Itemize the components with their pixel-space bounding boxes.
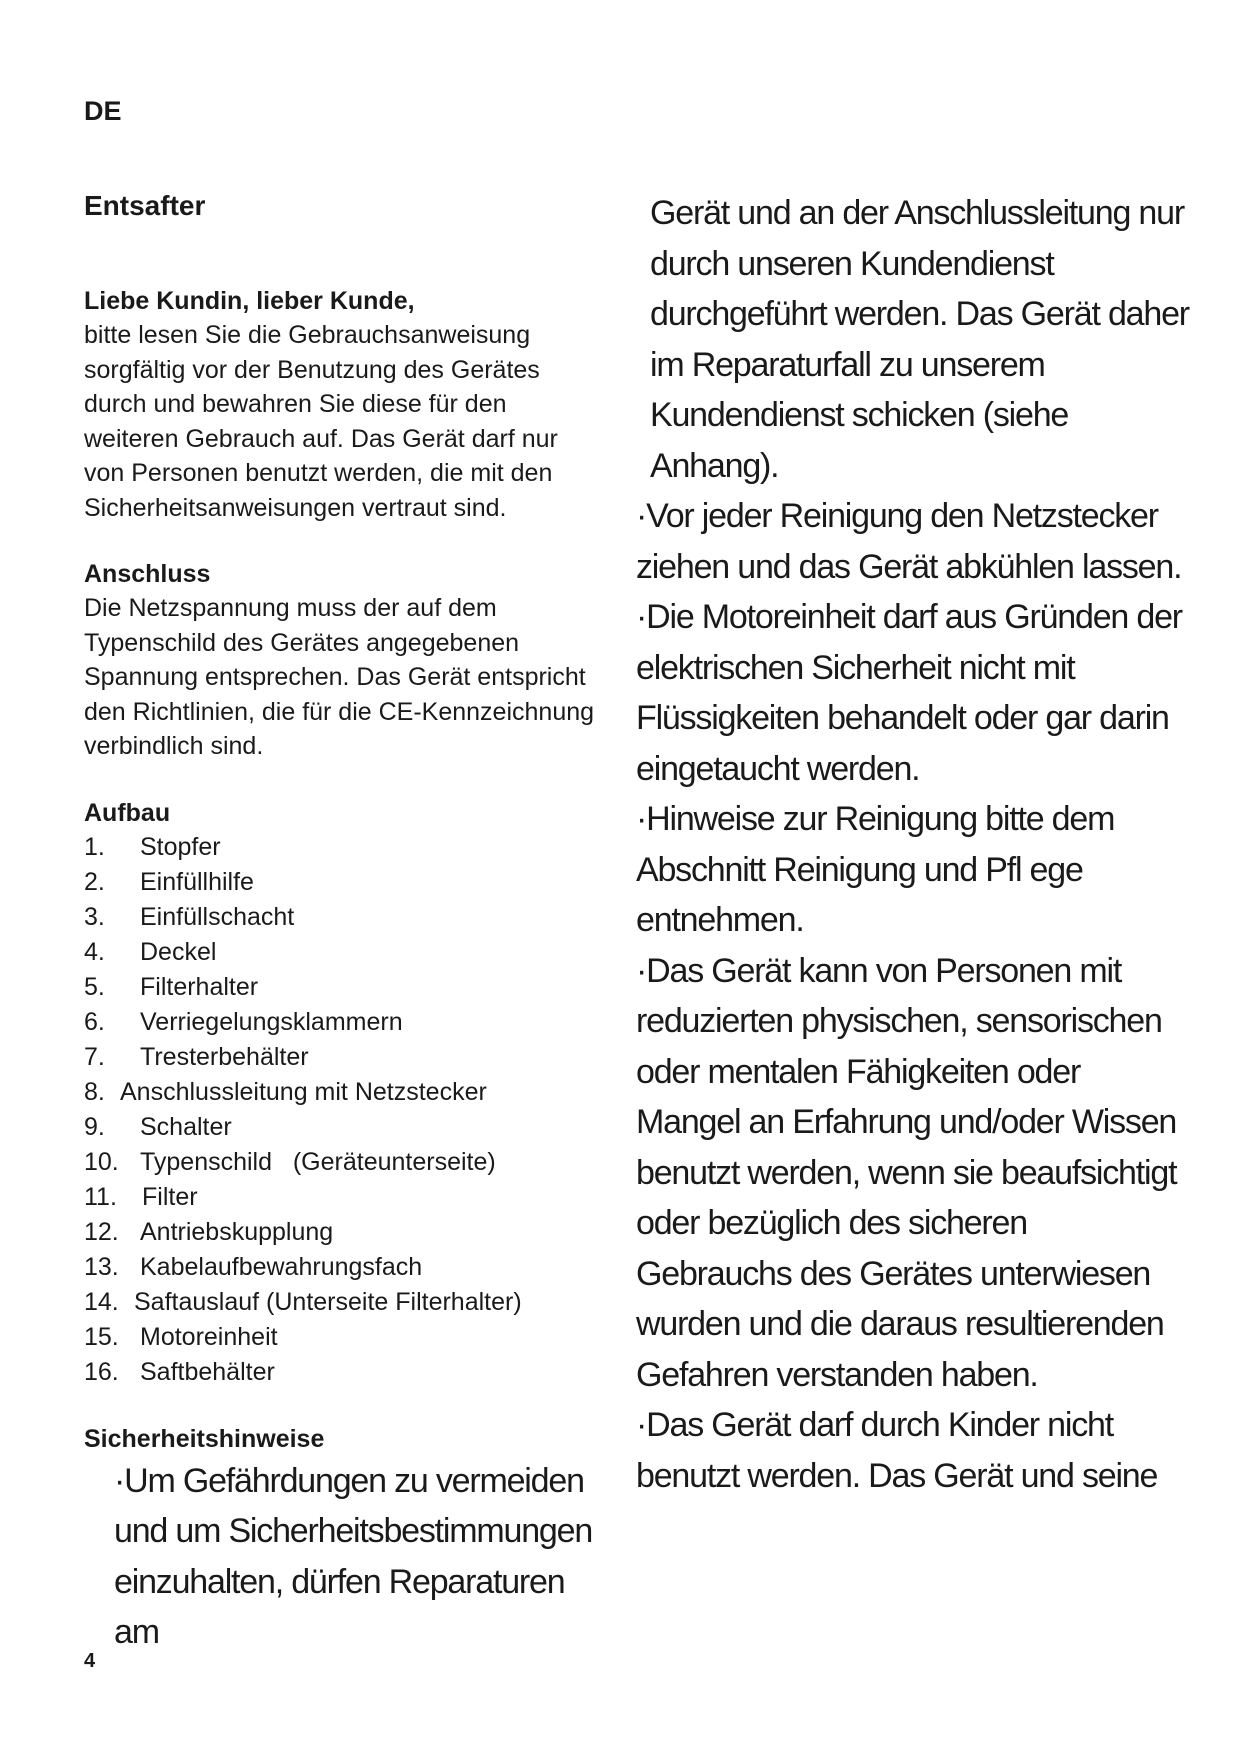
bullet-icon: · (636, 951, 647, 990)
list-item: 13. Kabelaufbewahrungsfach (84, 1252, 423, 1281)
list-item: 3. Einfüllschacht (84, 902, 295, 931)
list-item: 7. Tresterbehälter (84, 1042, 309, 1071)
parts-list (84, 830, 604, 1390)
safety-heading: Sicherheitshinweise (84, 1424, 325, 1453)
bullet-icon: · (636, 800, 647, 838)
list-item: 12. Antriebskupplung (84, 1217, 334, 1246)
list-item: 6. Verriegelungsklammern (84, 1007, 403, 1036)
connection-text: Die Netzspannung muss der auf dem Typenschild des Gerätes angegebenen Spannung entsprechen. Das Gerät entspricht den Richtlinien, die für die CE-Kennzeichnung verbindlich sind. (84, 594, 595, 760)
list-item: 14. Saftauslauf (Unterseite Filterhalter) (84, 1287, 522, 1316)
safety-bullet-3: ·Die Motoreinheit darf aus Gründen der elektrischen Sicherheit nicht mit Flüssigkeiten behandelt oder gar darin eingetaucht werden. (636, 598, 1182, 788)
continuation-text: Gerät und an der Anschlussleitung nur durch unseren Kundendienst durchgeführt werden. Das Gerät daher im Reparaturfall zu unserem Kundendienst schicken (siehe Anhang). (650, 194, 1189, 485)
left-column (84, 188, 604, 1658)
language-code: DE (84, 96, 122, 126)
safety-bullet-4: ·Hinweise zur Reinigung bitte dem Abschnitt Reinigung und Pfl ege entnehmen. (636, 800, 1115, 939)
list-item: 4. Deckel (84, 937, 217, 966)
safety-bullet-2: ·Vor jeder Reinigung den Netzstecker ziehen und das Gerät abkühlen lassen. (636, 497, 1182, 586)
list-item: 11. Filter (84, 1182, 198, 1211)
greeting-heading: Liebe Kundin, lieber Kunde, (84, 287, 415, 315)
list-item: 15. Motoreinheit (84, 1322, 278, 1351)
list-item: 1. Stopfer (84, 832, 221, 861)
bullet-icon: · (114, 1461, 125, 1500)
list-item: 9. Schalter (84, 1112, 232, 1141)
list-item: 16. Saftbehälter (84, 1357, 275, 1386)
list-item: 2. Einfüllhilfe (84, 867, 254, 896)
safety-bullet-6: ·Das Gerät darf durch Kinder nicht benutzt werden. Das Gerät und seine (636, 1406, 1158, 1495)
assembly-heading: Aufbau (84, 798, 171, 827)
safety-bullet-5: ·Das Gerät kann von Personen mit reduzierten physischen, sensorischen oder mentalen Fähigkeiten oder Mangel an Erfahrung und/oder Wissen benutzt werden, wenn sie beaufsichtigt oder bezüglich des sicheren Gebrauchs des Gerätes unterwiesen wurden und die daraus resultierenden Gefahren verstanden haben. (636, 951, 1177, 1394)
bullet-icon: · (636, 1406, 647, 1444)
list-item: 10. Typenschild (Geräteunterseite) (84, 1147, 496, 1176)
safety-bullet-1: ·Um Gefährdungen zu vermeiden und um Sicherheitsbestimmungen einzuhalten, dürfen Reparaturen am (114, 1461, 593, 1651)
page-title: Entsafter (84, 190, 206, 221)
list-item: 8. Anschlussleitung mit Netzstecker (84, 1077, 487, 1106)
list-item: 5. Filterhalter (84, 972, 259, 1001)
greeting-text: bitte lesen Sie die Gebrauchsanweisung sorgfältig vor der Benutzung des Gerätes durch und bewahren Sie diese für den weiteren Gebrauch auf. Das Gerät darf nur von Personen benutzt werden, die mit den Sicherheitsanweisungen vertraut sind. (84, 321, 558, 522)
bullet-icon: · (636, 598, 647, 636)
connection-heading: Anschluss (84, 560, 211, 588)
page-number: 4 (84, 1650, 96, 1672)
bullet-icon: · (636, 497, 647, 535)
right-column (636, 188, 1190, 1501)
